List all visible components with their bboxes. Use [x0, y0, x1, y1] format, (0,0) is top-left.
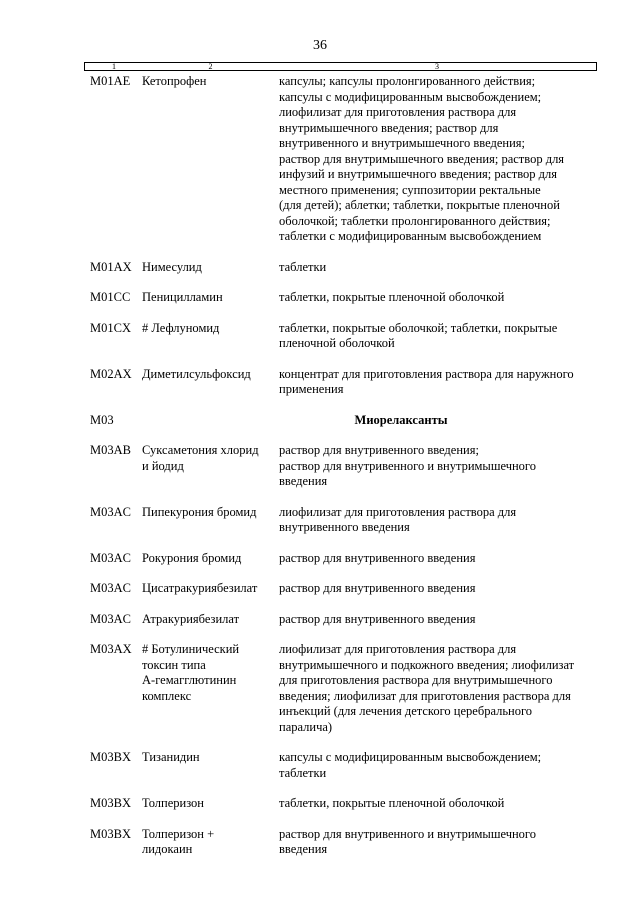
drug-name [142, 260, 279, 276]
atc-code: M01CX [90, 320, 131, 335]
table-row [90, 321, 600, 352]
atc-code: M03AC [90, 611, 131, 626]
section-row [90, 413, 600, 429]
drug-name [142, 505, 279, 536]
drug-name-line: # Ботулинический [142, 642, 240, 656]
dosage-form-line: применения [279, 382, 344, 396]
drug-name-line: Нимесулид [142, 259, 202, 274]
dosage-form-line: местного применения; суппозитории ректальные [279, 182, 541, 197]
atc-code: M03 [90, 412, 114, 427]
atc-code: M01AX [90, 259, 132, 274]
drug-name [142, 290, 279, 306]
drug-name [142, 367, 279, 398]
column-number-3: 3 [435, 62, 439, 71]
table-row [90, 367, 600, 398]
drug-name-line: Пеницилламин [142, 290, 223, 304]
dosage-forms [279, 321, 600, 352]
atc-code: M03BX [90, 750, 131, 764]
dosage-form-line: введения [279, 474, 328, 488]
atc-code: M03BX [90, 826, 131, 841]
drug-name-line: Толперизон + [142, 826, 215, 841]
dosage-form-line: раствор для внутривенного введения; [279, 443, 479, 457]
dosage-form-line: внутривенного и внутримышечного введения; [279, 136, 526, 150]
drug-name-line: Тизанидин [142, 750, 200, 764]
dosage-forms [279, 581, 600, 597]
dosage-form-line: для приготовления раствора для внутримышечного [279, 673, 553, 687]
drug-table [90, 74, 600, 858]
dosage-form-line: паралича) [279, 719, 333, 734]
dosage-form-line: раствор для внутривенного введения [279, 550, 476, 565]
table-row [90, 827, 600, 858]
dosage-form-line: таблетки [279, 765, 327, 780]
drug-name [142, 443, 279, 490]
page-number: 36 [313, 38, 327, 53]
dosage-form-line: инъекций (для лечения детского церебрального [279, 704, 533, 718]
dosage-form-line: раствор для внутривенного и внутримышечного [279, 826, 536, 841]
atc-code: M03AC [90, 504, 131, 519]
dosage-form-line: инфузий и внутримышечного введения; раствор для [279, 167, 558, 181]
dosage-form-line: капсулы; капсулы пролонгированного действия; [279, 74, 536, 88]
column-number-1: 1 [112, 62, 116, 71]
drug-name-line: и йодид [142, 458, 184, 473]
dosage-form-line: таблетки [279, 259, 327, 274]
dosage-forms [279, 367, 600, 398]
drug-name [142, 612, 279, 628]
column-number-2: 2 [208, 62, 213, 71]
dosage-form-line: лиофилизат для приготовления раствора для [279, 105, 517, 119]
table-row [90, 796, 600, 812]
table-row [90, 74, 600, 245]
dosage-forms [279, 290, 600, 306]
dosage-form-line: оболочкой; таблетки пролонгированного действия; [279, 213, 551, 228]
dosage-form-line: таблетки, покрытые пленочной оболочкой [279, 290, 505, 304]
atc-code: M01AE [90, 74, 131, 88]
atc-code: M03AC [90, 550, 131, 565]
drug-name [142, 750, 279, 781]
section-title: Миорелаксанты [354, 412, 448, 427]
atc-code: M03BX [90, 796, 131, 810]
atc-code: M03AC [90, 581, 131, 595]
table-row [90, 612, 600, 628]
dosage-form-line: капсулы с модифицированным высвобождением; [279, 750, 542, 764]
drug-name-line: лидокаин [142, 842, 193, 856]
dosage-form-line: пленочной оболочкой [279, 336, 395, 350]
drug-name-line: Диметилсульфоксид [142, 366, 251, 381]
dosage-forms [279, 443, 600, 490]
drug-name-line: Суксаметония хлорид [142, 443, 259, 457]
table-row [90, 260, 600, 276]
drug-name [142, 321, 279, 352]
drug-name-line: Рокурония бромид [142, 550, 242, 565]
table-row [90, 750, 600, 781]
table-row [90, 290, 600, 306]
drug-name-line: Толперизон [142, 796, 204, 810]
dosage-forms [279, 642, 600, 735]
dosage-forms [279, 551, 600, 567]
drug-name-line: Кетопрофен [142, 74, 207, 88]
dosage-form-line: лиофилизат для приготовления раствора для [279, 642, 517, 656]
dosage-form-line: лиофилизат для приготовления раствора для [279, 504, 517, 519]
table-column-header [84, 62, 597, 71]
dosage-form-line: внутримышечного и подкожного введения; лиофилизат [279, 657, 575, 672]
drug-name-line: Пипекурония бромид [142, 504, 257, 519]
drug-name [142, 551, 279, 567]
dosage-forms [279, 796, 600, 812]
dosage-form-line: внутривенного введения [279, 520, 410, 534]
dosage-forms [279, 260, 600, 276]
drug-name [142, 581, 279, 597]
drug-name [142, 796, 279, 812]
dosage-forms [279, 612, 600, 628]
drug-name-line: токсин типа [142, 657, 206, 672]
atc-code: M01CC [90, 290, 131, 304]
dosage-form-line: раствор для внутривенного введения [279, 611, 476, 626]
drug-name-line: А-гемагглютинин [142, 673, 237, 687]
dosage-form-line: введения [279, 842, 328, 856]
drug-name [142, 74, 279, 245]
dosage-form-line: внутримышечного введения; раствор для [279, 120, 499, 135]
table-row [90, 642, 600, 735]
atc-code: M02AX [90, 366, 132, 381]
drug-name-line: # Лефлуномид [142, 320, 220, 335]
drug-name-line: Цисатракуриябезилат [142, 581, 258, 595]
drug-name-line: Атракуриябезилат [142, 611, 240, 626]
dosage-form-line: концентрат для приготовления раствора для наружного [279, 366, 574, 381]
dosage-form-line: капсулы с модифицированным высвобождением; [279, 89, 542, 104]
table-row [90, 443, 600, 490]
table-row [90, 581, 600, 597]
dosage-form-line: раствор для внутривенного и внутримышечного [279, 458, 536, 473]
drug-name-line: комплекс [142, 688, 192, 703]
dosage-forms [279, 827, 600, 858]
dosage-forms [279, 750, 600, 781]
atc-code: M03AX [90, 642, 132, 656]
dosage-form-line: таблетки, покрытые пленочной оболочкой [279, 796, 505, 810]
drug-name [142, 827, 279, 858]
dosage-form-line: (для детей); аблетки; таблетки, покрытые пленочной [279, 198, 560, 212]
dosage-form-line: таблетки с модифицированным высвобождением [279, 229, 542, 243]
table-row [90, 551, 600, 567]
drug-name [142, 642, 279, 735]
dosage-form-line: введения; лиофилизат для приготовления раствора для [279, 688, 571, 703]
dosage-form-line: раствор для внутривенного введения [279, 581, 476, 595]
dosage-form-line: таблетки, покрытые оболочкой; таблетки, покрытые [279, 320, 558, 335]
table-row [90, 505, 600, 536]
dosage-forms [279, 74, 600, 245]
dosage-form-line: раствор для внутримышечного введения; раствор для [279, 151, 565, 166]
atc-code: M03AB [90, 443, 131, 457]
dosage-forms [279, 505, 600, 536]
